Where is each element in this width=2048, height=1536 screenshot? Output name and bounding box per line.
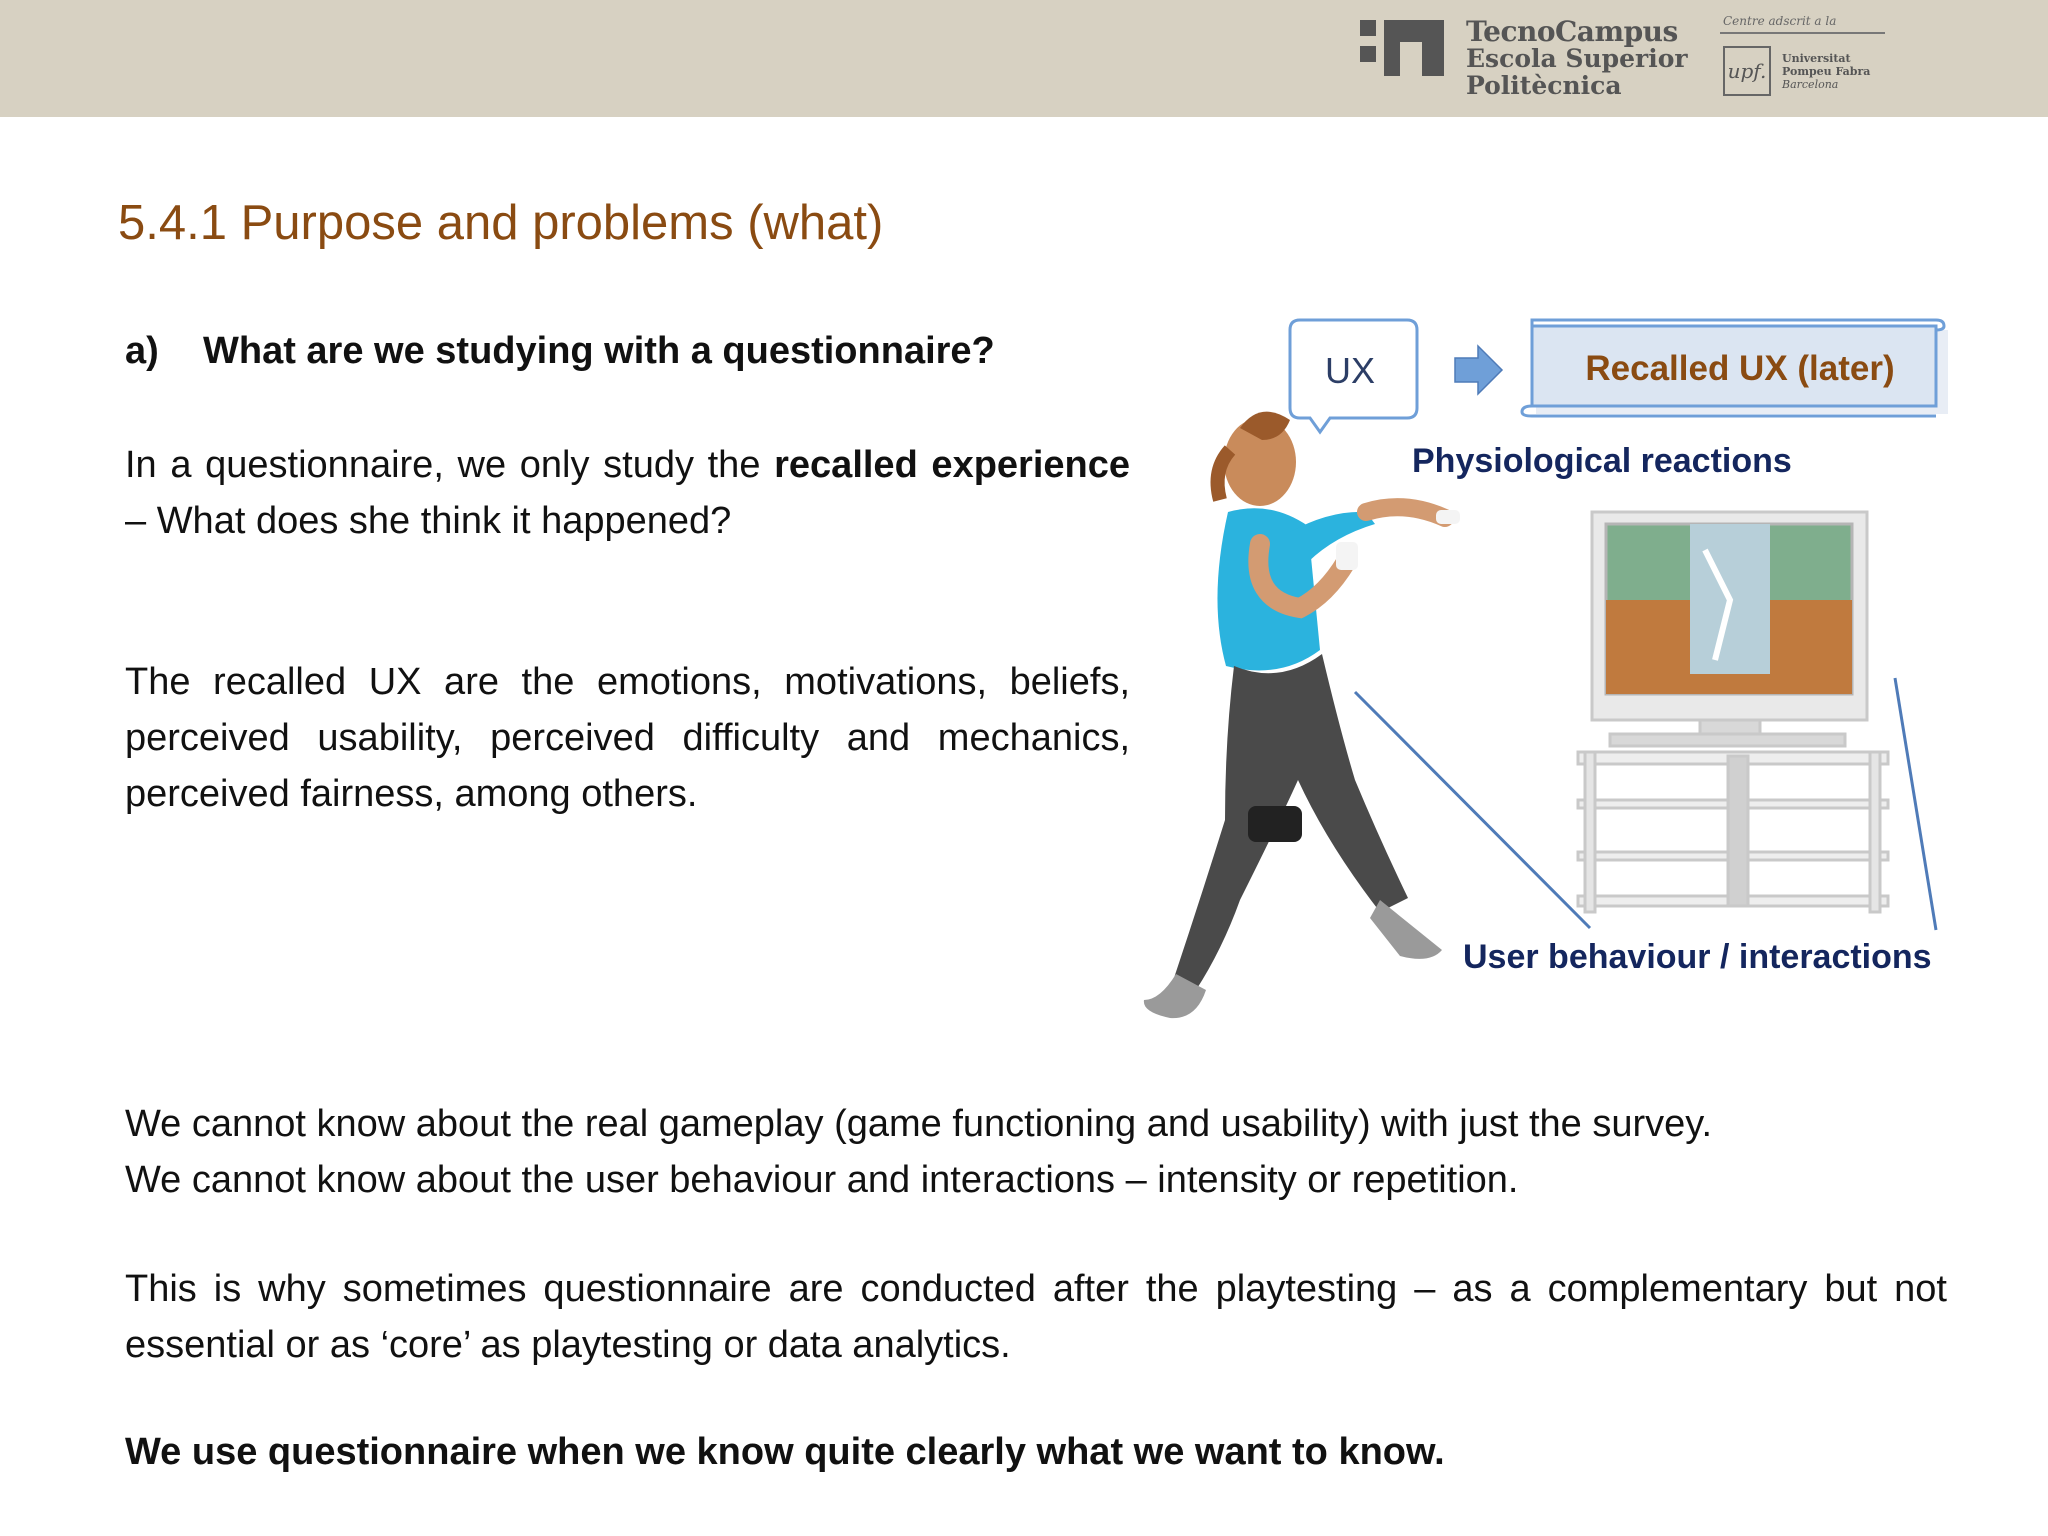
tecnocampus-subline-2: Politècnica <box>1466 71 1622 100</box>
tecnocampus-wordmark <box>1466 15 1688 100</box>
pointer-line-right <box>1895 678 1936 930</box>
upf-name-line-3: Barcelona <box>1782 78 1839 91</box>
player-figure <box>1144 412 1460 1018</box>
header-band <box>0 0 2048 117</box>
upf-name <box>1782 52 1870 91</box>
upf-logo <box>1720 12 1890 104</box>
upf-name-line-1: Universitat <box>1782 52 1851 65</box>
user-behaviour-label: User behaviour / interactions <box>1463 938 1932 976</box>
paragraph-conclusion: We use questionnaire when we know quite clearly what we want to know. <box>125 1431 1445 1473</box>
p1-lead: In a questionnaire, we only study the <box>125 444 775 486</box>
p1-tail: – What does she think it happened? <box>125 500 732 542</box>
tv-and-stand <box>1578 512 1888 912</box>
question-heading <box>125 330 995 373</box>
limitation-behaviour: We cannot know about the user behaviour and interactions – intensity or repetition. <box>125 1159 1519 1201</box>
upf-mark: upf. <box>1723 46 1771 96</box>
paragraph-recalled-ux-definition: The recalled UX are the emotions, motivations, beliefs, perceived usability, perceived difficulty and mechanics, perceived fairness, among others. <box>125 661 1130 815</box>
tecnocampus-mark-icon <box>1360 20 1444 76</box>
slide-title: 5.4.1 Purpose and problems (what) <box>118 196 884 250</box>
upf-name-line-2: Pompeu Fabra <box>1782 65 1871 78</box>
p1-bold: recalled experience <box>774 444 1131 486</box>
physiological-reactions-label: Physiological reactions <box>1412 442 1792 480</box>
limitation-gameplay: We cannot know about the real gameplay (game functioning and usability) with just the survey. <box>125 1103 1713 1145</box>
question-marker: a) <box>125 330 159 372</box>
ux-figure <box>1130 300 1970 1060</box>
tecnocampus-subline-1: Escola Superior <box>1466 44 1688 73</box>
paragraph-recalled-experience <box>125 437 1130 549</box>
paragraph-limitations <box>125 1096 1947 1208</box>
upf-divider <box>1720 32 1885 34</box>
recalled-ux-label: Recalled UX (later) <box>1585 349 1895 388</box>
upf-caption: Centre adscrit a la <box>1723 14 1837 28</box>
question-text: What are we studying with a questionnaire? <box>203 330 995 372</box>
right-arrow-icon <box>1455 346 1502 394</box>
paragraph-after-playtesting: This is why sometimes questionnaire are conducted after the playtesting – as a complementary but not essential or as ‘core’ as playtesting or data analytics. <box>125 1268 1947 1366</box>
ux-label: UX <box>1324 350 1375 391</box>
tecnocampus-name: TecnoCampus <box>1466 15 1678 48</box>
